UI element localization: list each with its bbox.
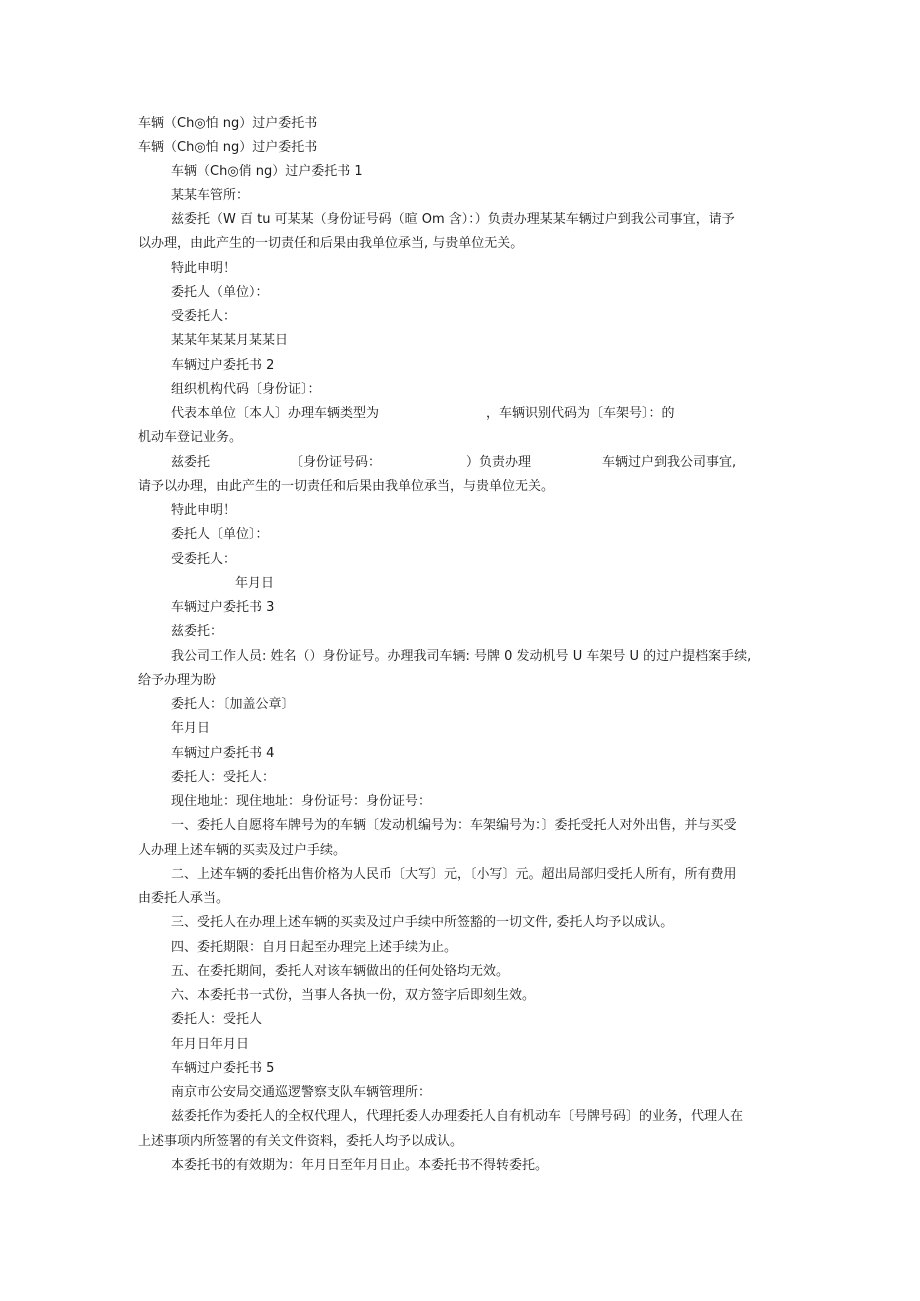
section-3-body-line-1: 我公司工作人员: 姓名（）身份证号。办理我司车辆: 号牌 0 发动机号 U 车架号 U 的过户提档案手续, (171, 649, 752, 664)
section-4-item-5: 五、在委托期间，委托人对该车辆做出的任何处铬均无效。 (171, 964, 510, 979)
section-2-principal: 委托人〔单位〕： (171, 527, 269, 542)
section-3-body-line-2: 给予办理为盼 (138, 673, 217, 688)
section-2-auth-part-c: ）负责办理 (466, 455, 532, 470)
section-3-addressee: 兹委托： (171, 624, 224, 639)
section-2-agent: 受委托人： (171, 552, 237, 567)
header-line-2: 车辆（Ch◎怕 ng）过户委托书 (138, 140, 318, 155)
section-1-principal: 委托人（单位）： (171, 285, 269, 300)
section-4-item-2-line-1: 二、上述车辆的委托出售价格为人民币〔大写〕元，〔小写〕元。超出局部归受托人所有，所有费用 (171, 867, 737, 882)
section-5-title: 车辆过户委托书 5 (171, 1061, 275, 1076)
section-4-item-6: 六、本委托书一式份，当事人各执一份，双方签字后即刻生效。 (171, 988, 536, 1003)
section-2-auth-part-b: 〔身份证号码： (290, 455, 382, 470)
section-4-address: 现住地址：现住地址：身份证号：身份证号： (171, 794, 432, 809)
section-1-body-line-2: 以办理，由此产生的一切责任和后果由我单位承当, 与贵单位无关。 (138, 236, 524, 251)
section-1-date: 某某年某某月某某日 (171, 333, 289, 348)
section-4-item-2-line-2: 由委托人承当。 (138, 891, 230, 906)
section-4-date: 年月日年月日 (171, 1037, 250, 1052)
section-2-rep-part-a: 代表本单位〔本人〕办理车辆类型为 (171, 406, 380, 421)
section-1-addressee: 某某车管所： (171, 188, 250, 203)
section-1-declare: 特此申明！ (171, 261, 237, 276)
section-5-validity: 本委托书的有效期为：年月日至年月日止。本委托书不得转委托。 (171, 1158, 549, 1173)
section-2-date: 年月日 (235, 576, 275, 591)
section-2-rep-line-2: 机动车登记业务。 (138, 430, 243, 445)
section-2-declare: 特此申明！ (171, 503, 237, 518)
section-3-date: 年月日 (171, 721, 211, 736)
section-4-title: 车辆过户委托书 4 (171, 746, 275, 761)
section-2-auth-part-d: 车辆过户到我公司事宜, (602, 455, 737, 470)
section-5-body-line-2: 上述事项内所签署的有关文件资料，委托人均予以成认。 (138, 1134, 464, 1149)
header-line-1: 车辆（Ch◎怕 ng）过户委托书 (138, 116, 318, 131)
section-2-rep-line (0, 406, 920, 422)
section-4-item-1-line-1: 一、委托人自愿将车牌号为的车辆〔发动机编号为：车架编号为：〕委托受托人对外出售，并与买受 (171, 818, 737, 833)
section-5-addressee: 南京市公安局交通巡逻警察支队车辆管理所： (171, 1085, 432, 1100)
section-1-agent: 受委托人： (171, 309, 237, 324)
section-4-sign: 委托人：受托人 (171, 1012, 263, 1027)
section-2-rep-part-b: ，车辆识别代码为〔车架号〕：的 (486, 406, 675, 421)
section-4-item-1-line-2: 人办理上述车辆的买卖及过户手续。 (138, 843, 347, 858)
section-4-parties: 委托人：受托人： (171, 770, 276, 785)
section-2-auth-line-2: 请予以办理，由此产生的一切责任和后果由我单位承当，与贵单位无关。 (138, 479, 555, 494)
section-2-auth-part-a: 兹委托 (171, 455, 211, 470)
section-1-title: 车辆（Ch◎俏 ng）过户委托书 1 (171, 164, 363, 179)
section-4-item-3: 三、受托人在办理上述车辆的买卖及过户手续中所签豁的一切文件, 委托人均予以成认。 (171, 915, 674, 930)
section-5-body-line-1: 兹委托作为委托人的全权代理人，代理托委人办理委托人自有机动车〔号牌号码〕的业务，代理人在 (171, 1109, 744, 1124)
section-3-principal: 委托人：〔加盖公章〕 (171, 697, 295, 712)
section-2-org-code: 组织机构代码〔身份证〕： (171, 382, 321, 397)
section-4-item-4: 四、委托期限：自月日起至办理完上述手续为止。 (171, 940, 458, 955)
section-1-body-line-1: 兹委托（W 百 tu 可某某（身份证号码（暄 Om 含）：）负责办理某某车辆过户到我公司事宜，请予 (171, 212, 735, 227)
section-2-auth-line (0, 455, 920, 471)
section-3-title: 车辆过户委托书 3 (171, 600, 275, 615)
section-2-title: 车辆过户委托书 2 (171, 358, 275, 373)
